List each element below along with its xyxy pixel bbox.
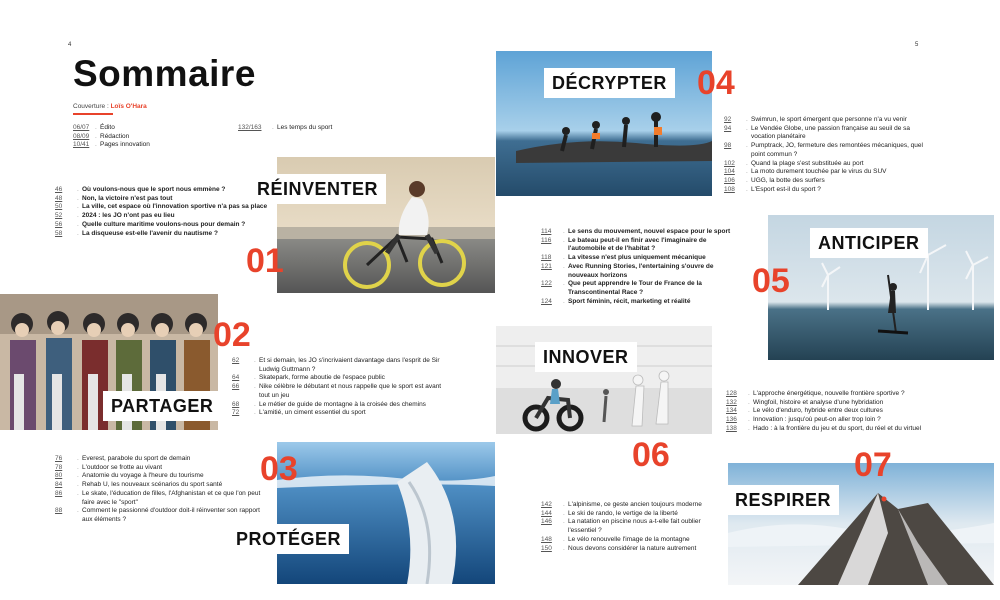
cover-credit	[73, 103, 147, 110]
photo-whale	[277, 442, 495, 584]
list-item[interactable]: 98 . Pumptrack, JO, fermeture des remontées mécaniques, quel point commun ?	[724, 142, 923, 158]
cover-credit-name: Loïs O'Hara	[110, 103, 147, 110]
section-number-03: 03	[260, 450, 298, 488]
list-item[interactable]: 78 . L'outdoor se frotte au vivant	[55, 463, 163, 471]
list-item[interactable]: 144 . Le ski de rando, le vertige de la liberté	[541, 509, 678, 517]
list-item[interactable]: 08/09 . Rédaction	[73, 132, 130, 140]
list-item[interactable]: 86 . Le skate, l'éducation de filles, l'Afghanistan et ce que l'on peut faire avec le "sport"	[55, 489, 261, 506]
list-item[interactable]: 80 . Anatomie du voyage à l'heure du tourisme	[55, 472, 204, 480]
list-item[interactable]: 68 . Le métier de guide de montagne à la croisée des chemins	[232, 400, 426, 408]
list-item[interactable]: 94 . Le Vendée Globe, une passion française au seuil de sa vocation planétaire	[724, 124, 911, 141]
list-item[interactable]: 146 . La natation en piscine nous a-t-elle fait oublier l'essentiel ?	[541, 518, 701, 535]
list-item[interactable]: 46 . Où voulons-nous que le sport nous emmène ?	[55, 186, 226, 193]
list-item[interactable]: 88 . Comment le passionné d'outdoor doit-il réinventer son rapport aux éléments ?	[55, 507, 260, 523]
list-item[interactable]: 62 . Et si demain, les JO s'incrivaient davantage dans l'esprit de Sir Ludwig Guttmann ?	[232, 357, 440, 373]
section-number-04: 04	[697, 64, 735, 102]
section-label-proteger: PROTÉGER	[228, 524, 349, 554]
list-item[interactable]: 122 . Que peut apprendre le Tour de France de la Transcontinental Race ?	[541, 280, 702, 296]
list-item[interactable]: 66 . Nike célèbre le débutant et nous rappelle que le sport est avant tout un jeu	[232, 383, 442, 399]
intro-list-right	[238, 124, 398, 133]
section-label-respirer: RESPIRER	[727, 485, 839, 515]
list-item[interactable]: 118 . La vitesse n'est plus uniquement mécanique	[541, 254, 706, 262]
section-list-innover	[726, 390, 946, 434]
list-item[interactable]: 106 . UGG, la botte des surfers	[724, 176, 825, 184]
section-list-decrypter	[724, 116, 934, 194]
section-label-partager: PARTAGER	[103, 391, 221, 421]
list-item[interactable]: 48 . Non, la victoire n'est pas tout	[55, 194, 173, 202]
cover-credit-label: Couverture :	[73, 103, 111, 110]
list-item[interactable]: 121 . Avec Running Stories, l'entertaining s'ouvre de nouveaux horizons	[541, 262, 714, 279]
list-item[interactable]: 72 . L'amitié, un ciment essentiel du sport	[232, 409, 366, 417]
cover-underline	[73, 113, 113, 115]
list-item[interactable]: 150 . Nous devons considérer la nature autrement	[541, 544, 697, 552]
list-item[interactable]: 132 . Wingfoil, histoire et analyse d'une hybridation	[726, 398, 884, 406]
list-item[interactable]: 132/163 . Les temps du sport	[238, 124, 333, 131]
list-item[interactable]: 50 . La ville, cet espace où l'innovation sportive n'a pas sa place	[55, 203, 268, 211]
section-list-proteger	[55, 455, 265, 525]
list-item[interactable]: 92 . Swimrun, le sport émergent que personne n'a vu venir	[724, 116, 907, 123]
section-number-05: 05	[752, 262, 790, 300]
section-label-reinventer: RÉINVENTER	[249, 174, 386, 204]
list-item[interactable]: 76 . Everest, parabole du sport de demain	[55, 455, 191, 462]
list-item[interactable]: 114 . Le sens du mouvement, nouvel espace pour le sport	[541, 228, 731, 235]
list-item[interactable]: 102 . Quand la plage s'est substituée au port	[724, 159, 864, 167]
list-item[interactable]: 58 . La disqueuse est-elle l'avenir du nautisme ?	[55, 229, 218, 237]
section-number-02: 02	[213, 316, 251, 354]
section-list-respirer	[541, 501, 721, 553]
list-item[interactable]: 136 . Innovation : jusqu'où peut-on aller trop loin ?	[726, 416, 881, 424]
list-item[interactable]: 128 . L'approche énergétique, nouvelle frontière sportive ?	[726, 390, 905, 397]
list-item[interactable]: 104 . La moto durement touchée par le virus du SUV	[724, 168, 887, 176]
list-item[interactable]: 06/07 . Édito	[73, 124, 115, 131]
section-list-partager	[232, 357, 447, 418]
page-title: Sommaire	[73, 53, 256, 94]
section-number-06: 06	[632, 436, 670, 474]
list-item[interactable]: 138 . Hado : à la frontière du jeu et du sport, du réel et du virtuel	[726, 424, 922, 432]
section-number-07: 07	[854, 446, 892, 484]
section-list-anticiper	[541, 228, 741, 306]
list-item[interactable]: 52 . 2024 : les JO n'ont pas eu lieu	[55, 212, 175, 220]
section-label-innover: INNOVER	[535, 342, 637, 372]
page-number-right: 5	[915, 42, 919, 48]
list-item[interactable]: 10/41 . Pages innovation	[73, 141, 150, 149]
list-item[interactable]: 56 . Quelle culture maritime voulons-nous pour demain ?	[55, 220, 246, 228]
intro-list-left	[73, 124, 213, 150]
list-item[interactable]: 134 . Le vélo d'enduro, hybride entre deux cultures	[726, 407, 883, 415]
list-item[interactable]: 64 . Skatepark, forme aboutie de l'espace public	[232, 374, 385, 382]
section-label-decrypter: DÉCRYPTER	[544, 68, 675, 98]
page-number-left: 4	[68, 42, 72, 48]
section-list-reinventer	[55, 186, 275, 238]
section-label-anticiper: ANTICIPER	[810, 228, 928, 258]
section-number-01: 01	[246, 242, 284, 280]
list-item[interactable]: 124 . Sport féminin, récit, marketing et réalité	[541, 297, 691, 305]
list-item[interactable]: 116 . Le bateau peut-il en finir avec l'imaginaire de l'automobile et de l'habitat ?	[541, 236, 707, 253]
list-item[interactable]: 148 . Le vélo renouvelle l'image de la montagne	[541, 535, 690, 543]
list-item[interactable]: 84 . Rehab U, les nouveaux scénarios du sport santé	[55, 481, 223, 489]
list-item[interactable]: 142 . L'alpinisme, ce geste ancien toujours moderne	[541, 501, 702, 508]
list-item[interactable]: 108 . L'Esport est-il du sport ?	[724, 185, 821, 193]
